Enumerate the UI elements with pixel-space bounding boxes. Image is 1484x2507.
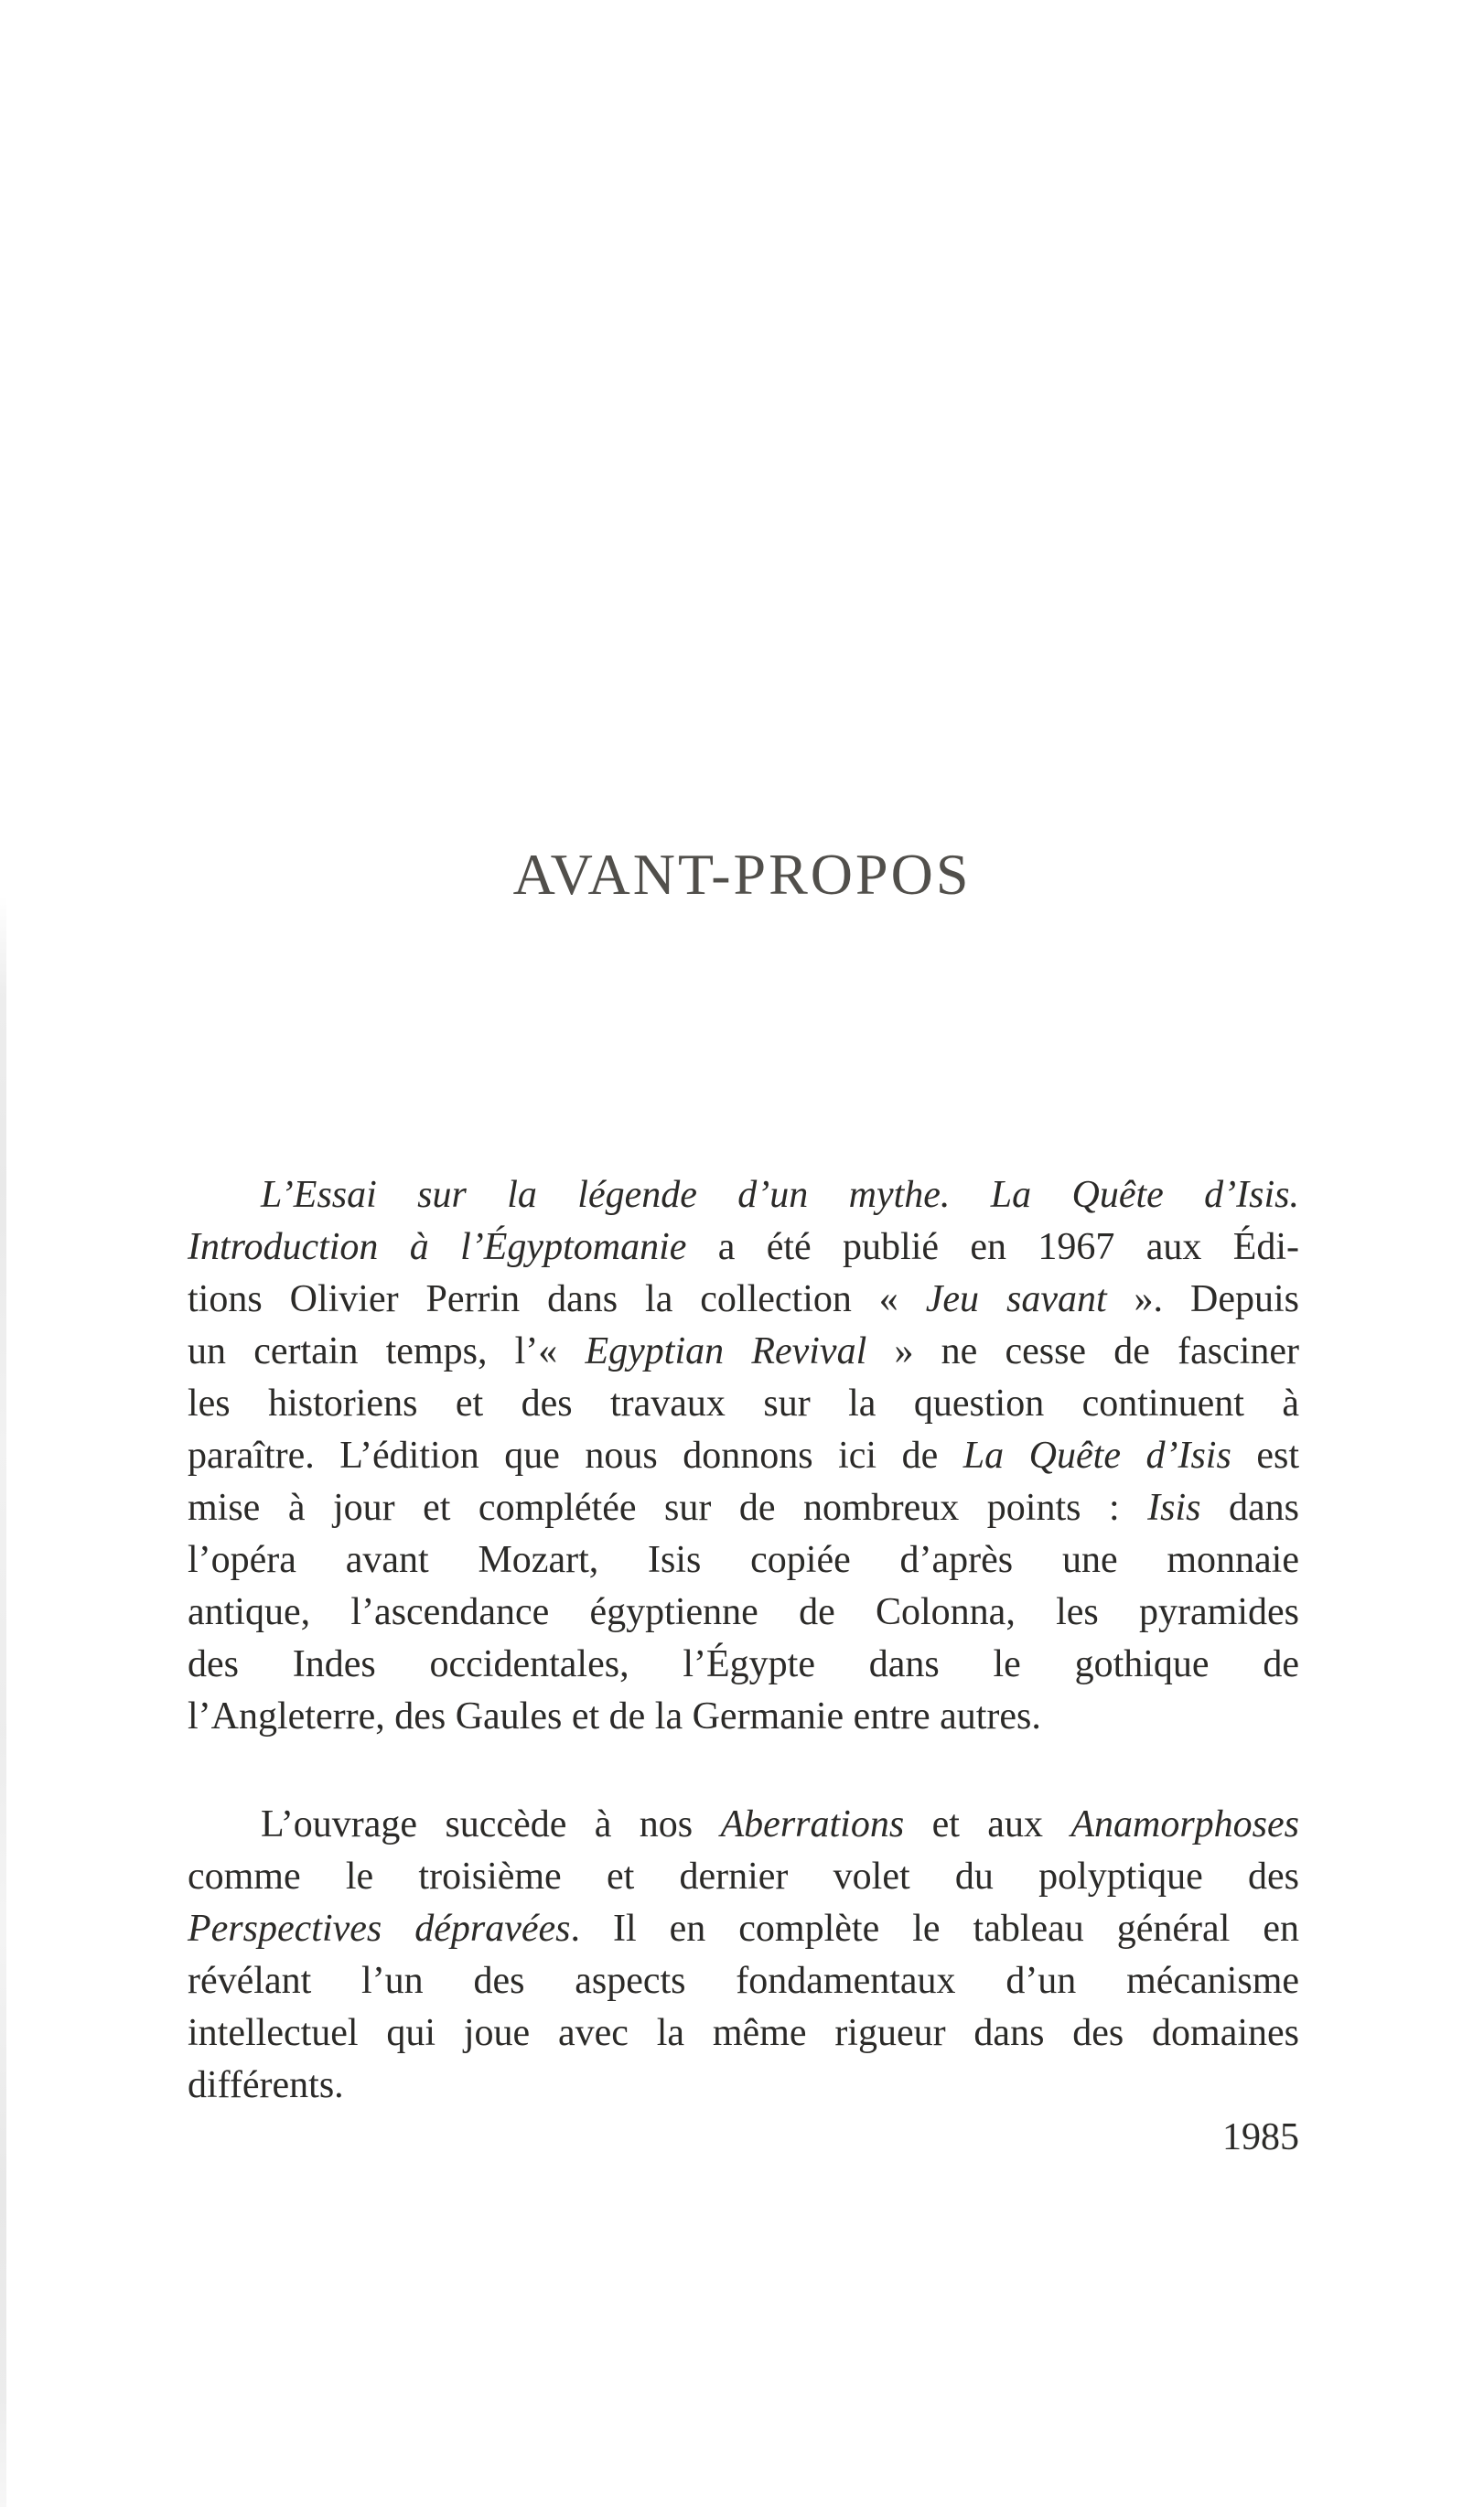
text-line: [188, 1326, 1299, 1378]
text-line: [188, 1378, 1299, 1430]
text-line: [188, 1221, 1299, 1274]
text-line: [188, 2007, 1299, 2060]
text: et aux: [904, 1803, 1071, 1845]
text: est: [1231, 1435, 1300, 1477]
text-line: [188, 1274, 1299, 1326]
text: » ne cesse de fasciner: [866, 1330, 1300, 1372]
italic-text: Introduction à l’Égyptomanie: [188, 1226, 687, 1268]
text: ». Depuis: [1106, 1278, 1299, 1320]
text-line: [188, 1851, 1299, 1903]
italic-text: La Quête d’Isis: [962, 1435, 1231, 1477]
text: mise à jour et complétée sur de nombreux points :: [188, 1487, 1148, 1529]
text-line: [188, 1691, 1299, 1743]
text-line: [188, 2060, 1299, 2112]
text-line: [188, 1587, 1299, 1639]
text: des Indes occidentales, l’Égypte dans le gothique de: [188, 1643, 1299, 1685]
text-line: [188, 1534, 1299, 1587]
text: les historiens et des travaux sur la question continuent à: [188, 1383, 1299, 1425]
text-line: [188, 1482, 1299, 1534]
paragraph: [188, 1799, 1299, 2112]
text-line: [188, 1903, 1299, 1955]
text-line: [188, 1799, 1299, 1851]
text: un certain temps, l’«: [188, 1330, 586, 1372]
text: différents.: [188, 2064, 344, 2106]
italic-text: Anamorphoses: [1070, 1803, 1300, 1845]
text: antique, l’ascendance égyptienne de Colonna, les pyramides: [188, 1591, 1299, 1633]
text-line: [188, 1430, 1299, 1482]
text: dans: [1200, 1487, 1299, 1529]
italic-text: Aberrations: [720, 1803, 905, 1845]
text: a été publié en 1967 aux Édi-: [686, 1226, 1300, 1268]
italic-text: Perspectives dépravées: [188, 1908, 571, 1950]
text: tions Olivier Perrin dans la collection «: [188, 1278, 926, 1320]
text: comme le troisième et dernier volet du polyptique des: [188, 1856, 1299, 1898]
italic-text: Jeu savant: [925, 1278, 1107, 1320]
text-line: [188, 1169, 1299, 1221]
text: l’opéra avant Mozart, Isis copiée d’après une monnaie: [188, 1539, 1299, 1581]
italic-text: Isis: [1147, 1487, 1201, 1529]
text-line: [188, 1955, 1299, 2007]
text: intellectuel qui joue avec la même rigueur dans des domaines: [188, 2012, 1299, 2054]
italic-text: Egyptian Revival: [585, 1330, 867, 1372]
paragraph: [188, 1169, 1299, 1743]
italic-text: L’Essai sur la légende d’un mythe. La Quête d’Isis.: [261, 1174, 1299, 1216]
text-line: [188, 1639, 1299, 1691]
page-title: AVANT-PROPOS: [512, 842, 972, 907]
text-block: [188, 1169, 1299, 2112]
text: révélant l’un des aspects fondamentaux d’un mécanisme: [188, 1960, 1299, 2002]
scan-artifact-left-edge: [0, 897, 6, 2507]
text: paraître. L’édition que nous donnons ici de: [188, 1435, 963, 1477]
text: L’ouvrage succède à nos: [261, 1803, 721, 1845]
year-label: 1985: [1222, 2116, 1299, 2158]
text: l’Angleterre, des Gaules et de la Germanie entre autres.: [188, 1695, 1041, 1738]
text: . Il en complète le tableau général en: [570, 1908, 1299, 1950]
